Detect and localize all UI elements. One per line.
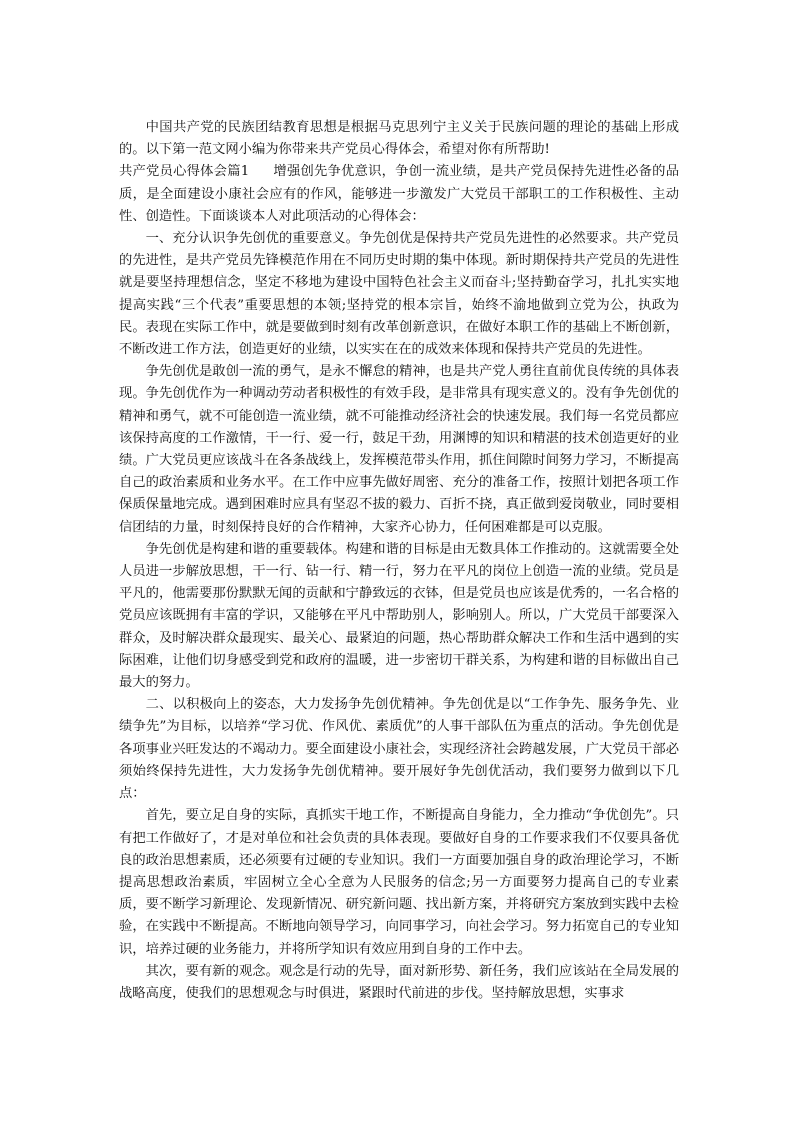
body-paragraph-5: 首先，要立足自身的实际，真抓实干地工作，不断提高自身能力，全力推动“争优创先”。只有把工作做好了，才是对单位和社会负责的具体表现。要做好自身的工作要求我们不仅要具备优良的政治思想素质，还必须要有过硬的专业知识。我们一方面要加强自身的政治理论学习，不断提高思想政治素质，牢固树立全心全意为人民服务的信念;另一方面要努力提高自己的专业素质，要不断学习新理论、发现新情况、研究新问题、找出新方案，并将研究方案放到实践中去检验，在实践中不断提高。不断地向领导学习，向同事学习，向社会学习。努力拓宽自己的专业知识，培养过硬的业务能力，并将所学知识有效应用到自身的工作中去。 (119, 808, 679, 957)
document-page (119, 117, 679, 1005)
body-paragraph-6: 其次，要有新的观念。观念是行动的先导，面对新形势、新任务，我们应该站在全局发展的战略高度，使我们的思想观念与时俱进，紧跟时代前进的步伐。坚持解放思想，实事求 (119, 963, 679, 1001)
article-title: 共产党员心得体会篇1 (119, 164, 250, 180)
intro-paragraph: 中国共产党的民族团结教育思想是根据马克思列宁主义关于民族问题的理论的基础上形成的。以下第一范文网小编为你带来共产党员心得体会，希望对你有所帮助! (119, 120, 679, 158)
body-paragraph-3: 争先创优是构建和谐的重要载体。构建和谐的目标是由无数具体工作推动的。这就需要全处人员进一步解放思想，干一行、钻一行、精一行，努力在平凡的岗位上创造一流的业绩。党员是平凡的，他需要那份默默无闻的贡献和宁静致远的衣钵，但是党员也应该是优秀的，一名合格的党员应该既拥有丰富的学识，又能够在平凡中帮助别人，影响别人。所以，广大党员干部要深入群众，及时解决群众最现实、最关心、最紧迫的问题，热心帮助群众解决工作和生活中遇到的实际困难，让他们切身感受到党和政府的温暖，进一步密切干群关系，为构建和谐的目标做出自己最大的努力。 (119, 541, 679, 691)
body-paragraph-4: 二、以积极向上的姿态，大力发扬争先创优精神。争先创优是以“工作争先、服务争先、业绩争先”为目标，以培养“学习优、作风优、素质优”的人事干部队伍为重点的活动。争先创优是各项事业兴旺发达的不竭动力。要全面建设小康社会，实现经济社会跨越发展，广大党员干部必须始终保持先进性，大力发扬争先创优精神。要开展好争先创优活动，我们要努力做到以下几点： (119, 697, 679, 802)
article-lead-text: 增强创先争优意识，争创一流业绩，是共产党员保持先进性必备的品质，是全面建设小康社会应有的作风，能够进一步激发广大党员干部职工的工作积极性、主动性、创造性。下面谈谈本人对此项活动的心得体会： (119, 164, 679, 224)
article-lead-paragraph (119, 161, 679, 228)
body-paragraph-2: 争先创优是敢创一流的勇气，是永不懈怠的精神，也是共产党人勇往直前优良传统的具体表现。争先创优作为一种调动劳动者积极性的有效手段，是非常具有现实意义的。没有争先创优的精神和勇气，就不可能创造一流业绩，就不可能推动经济社会的快速发展。我们每一名党员都应该保持高度的工作激情，干一行、爱一行，鼓足干劲，用渊博的知识和精湛的技术创造更好的业绩。广大党员更应该战斗在各条战线上，发挥模范带头作用，抓住间隙时间努力学习，不断提高自己的政治素质和业务水平。在工作中应事先做好周密、充分的准备工作，按照计划把各项工作保质保量地完成。遇到困难时应具有坚忍不拔的毅力、百折不挠，真正做到爱岗敬业，同时要相信团结的力量，时刻保持良好的合作精神，大家齐心协力，任何困难都是可以克服。 (119, 364, 679, 535)
body-paragraph-1: 一、充分认识争先创优的重要意义。争先创优是保持共产党员先进性的必然要求。共产党员的先进性，是共产党员先锋模范作用在不同历史时期的集中体现。新时期保持共产党员的先进性就是要坚持理想信念，坚定不移地为建设中国特色社会主义而奋斗;坚持勤奋学习，扎扎实实地提高实践“三个代表”重要思想的本领;坚持党的根本宗旨，始终不渝地做到立党为公，执政为民。表现在实际工作中，就是要做到时刻有改革创新意识，在做好本职工作的基础上不断创新，不断改进工作方法，创造更好的业绩，以实实在在的成效来体现和保持共产党员的先进性。 (119, 231, 679, 358)
